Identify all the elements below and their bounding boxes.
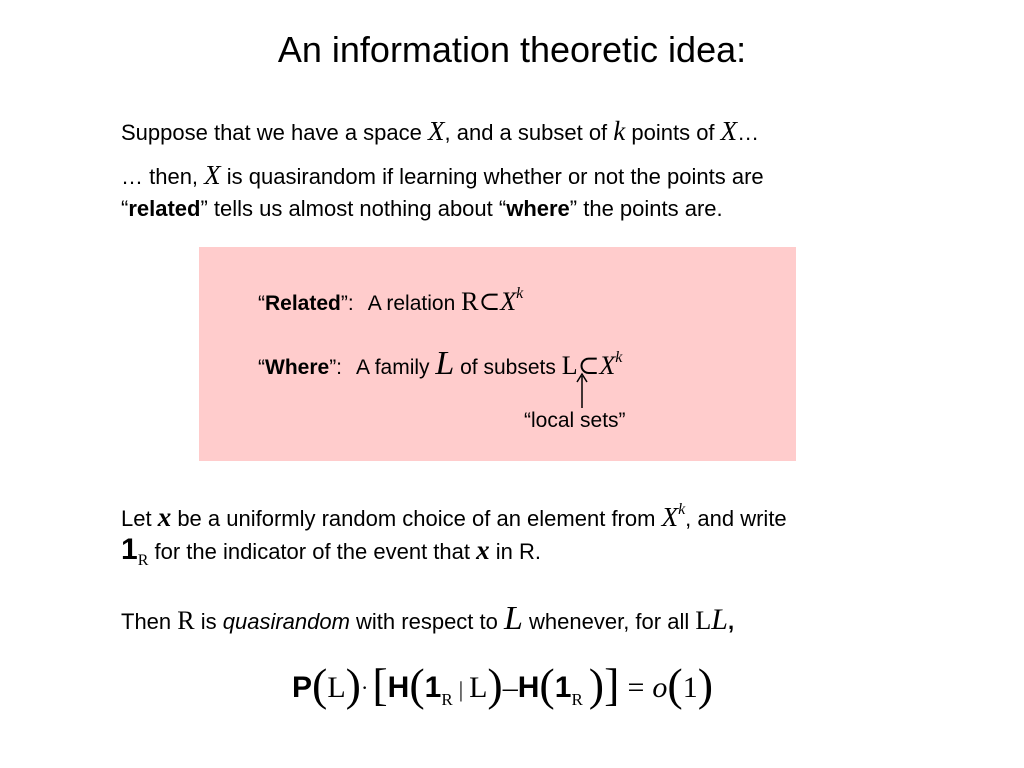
then-line: [121, 600, 735, 638]
superscript-k: k: [615, 349, 623, 366]
formula-sub-R: R: [441, 690, 453, 709]
formula-sub-R: R: [571, 690, 583, 709]
superscript-k: k: [516, 285, 524, 302]
symbol-X: X: [599, 351, 616, 380]
let-line-2-text-a: for the indicator of the event that: [148, 539, 477, 564]
formula-paren: (: [312, 659, 328, 710]
quasirandom-formula: [292, 660, 713, 725]
subset-symbol: ⊂: [478, 287, 501, 316]
formula-bar: |: [458, 677, 464, 702]
comma: ,: [727, 609, 735, 634]
intro-line-2-text-b: is quasirandom if learning whether or not the points are: [220, 164, 764, 189]
let-line-1-text-b: be a uniformly random choice of an element from: [171, 506, 662, 531]
formula-paren: ): [588, 659, 605, 710]
local-sets-annotation: “local sets”: [524, 409, 626, 432]
intro-line-2: [121, 161, 764, 191]
open-quote: “: [121, 196, 129, 221]
formula-little-o: o: [652, 671, 668, 704]
formula-paren: ): [487, 659, 503, 710]
symbol-L: L: [561, 351, 578, 380]
let-line-2: [121, 533, 541, 575]
intro-line-2-text-a: … then,: [121, 164, 205, 189]
formula-minus: –: [502, 671, 518, 704]
formula-P: P: [292, 671, 313, 704]
var-k: k: [613, 116, 626, 146]
open-quote: “: [258, 356, 265, 379]
intro-line-3-text-b: ” the points are.: [569, 196, 723, 221]
intro-line-1-text-b: , and a subset of: [444, 120, 614, 145]
formula-paren: (: [539, 659, 555, 710]
definition-where: [258, 344, 622, 382]
then-line-text-b: is: [194, 609, 223, 634]
var-X: X: [204, 160, 221, 190]
let-line-1-text-c: , and write: [685, 506, 787, 531]
let-line-2-text-b: in R.: [489, 539, 541, 564]
formula-paren: (: [409, 659, 425, 710]
formula-H: H: [517, 671, 540, 704]
slide-title: An information theoretic idea:: [277, 29, 747, 70]
definition-related-text: A relation: [367, 292, 462, 315]
var-X: X: [720, 116, 738, 146]
formula-L: L: [469, 671, 488, 704]
definition-where-text-a: A family: [356, 356, 436, 379]
formula-paren: (: [667, 659, 683, 710]
then-line-text-c: with respect to: [349, 609, 504, 634]
symbol-X: X: [500, 287, 517, 316]
subscript-R: R: [137, 552, 149, 569]
term-related: related: [128, 196, 201, 221]
let-line-1: [121, 496, 787, 533]
close-quote: ”:: [329, 356, 343, 379]
term-quasirandom: quasirandom: [222, 609, 350, 634]
var-x: x: [157, 502, 172, 532]
term-where: Where: [265, 356, 330, 379]
formula-one: 1: [554, 671, 572, 704]
var-X: X: [428, 116, 445, 146]
formula-one-number: 1: [682, 671, 698, 704]
formula-equals: =: [627, 671, 645, 704]
symbol-script-L: L: [435, 345, 455, 382]
formula-paren: ): [345, 659, 361, 710]
symbol-R: R: [461, 287, 479, 316]
formula-one: 1: [424, 671, 442, 704]
formula-dot: ·: [361, 675, 369, 700]
intro-line-1-text-a: Suppose that we have a space: [121, 120, 428, 145]
intro-line-3: [121, 195, 723, 223]
intro-line-1: [121, 117, 759, 147]
term-where: where: [506, 196, 570, 221]
close-quote: ”:: [340, 292, 354, 315]
symbol-R: R: [177, 606, 195, 635]
symbol-script-L: L: [504, 600, 523, 637]
term-related: Related: [265, 292, 341, 315]
indicator-one: 1: [121, 533, 138, 566]
then-line-text-a: Then: [121, 609, 178, 634]
intro-line-1-text-c: points of: [625, 120, 721, 145]
formula-L: L: [327, 671, 346, 704]
definition-related: [258, 280, 523, 318]
let-line-1-text-a: Let: [121, 506, 158, 531]
definition-where-text-b: of subsets: [454, 356, 562, 379]
formula-paren: ): [697, 659, 714, 710]
symbol-X: X: [661, 502, 679, 532]
up-arrow-icon: [574, 372, 590, 408]
formula-bracket: [: [372, 659, 388, 710]
subset-symbol: ⊂: [577, 351, 600, 380]
intro-line-3-text-a: ” tells us almost nothing about “: [200, 196, 507, 221]
symbol-script-L: L: [711, 603, 728, 636]
formula-bracket: ]: [604, 659, 620, 710]
open-quote: “: [258, 292, 265, 315]
intro-line-1-ellipsis: …: [737, 120, 760, 145]
symbol-L: L: [695, 606, 712, 635]
superscript-k: k: [678, 501, 686, 518]
formula-H: H: [387, 671, 410, 704]
var-x: x: [476, 535, 490, 565]
then-line-text-d: whenever, for all: [522, 609, 696, 634]
